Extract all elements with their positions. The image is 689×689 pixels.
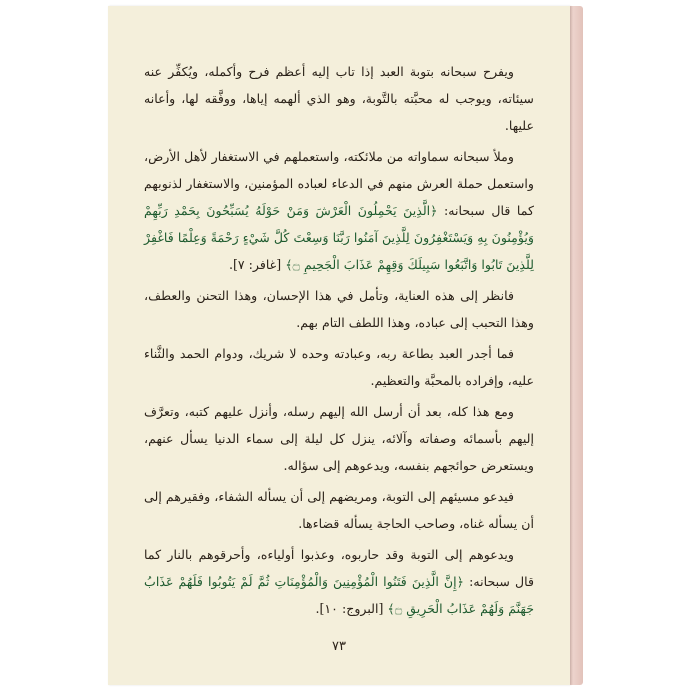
- quran-verse: ﴿إِنَّ الَّذِينَ فَتَنُوا الْمُؤْمِنِينَ وَالْمُؤْمِنَاتِ ثُمَّ لَمْ يَتُوبُوا فَلَهُمْ عَذَابُ جَهَنَّمَ وَلَهُمْ عَذَابُ الْحَرِيقِ ۝﴾: [144, 574, 534, 616]
- paragraph-6: فيدعو مسيئهم إلى التوبة، ومريضهم إلى أن يسأله الشفاء، وفقيرهم إلى أن يسأله غناه، وصاحب الحاجة يسأله قضاءها.: [144, 489, 534, 531]
- book-page: [108, 6, 570, 685]
- verse-reference: [غافر: ٧].: [228, 257, 286, 272]
- paragraph-7: ويدعوهم إلى التوبة وقد حاربوه، وعذبوا أولياءه، وأحرقوهم بالنار كما قال سبحانه: ﴿إِنَّ الَّذِينَ فَتَنُوا الْمُؤْمِنِينَ وَالْمُؤْمِنَاتِ ثُمَّ لَمْ يَتُوبُوا فَلَهُمْ عَذَابُ جَهَنَّمَ وَلَهُمْ عَذَابُ الْحَرِيقِ ۝﴾ [البروج: ١٠].: [144, 547, 534, 616]
- paragraph-3: فانظر إلى هذه العناية، وتأمل في هذا الإحسان، وهذا التحنن والعطف، وهذا التحبب إلى عباده، وهذا اللطف التام بهم.: [144, 288, 534, 330]
- paragraph-5: ومع هذا كله، بعد أن أرسل الله إليهم رسله، وأنزل عليهم كتبه، وتعرَّف إليهم بأسمائه وصفاته وآلائه، ينزل كل ليلة إلى سماء الدنيا يسأل عنهم، ويستعرض حوائجهم بنفسه، ويدعوهم إلى سؤاله.: [144, 404, 534, 473]
- page-body: [144, 58, 534, 626]
- verse-reference: [البروج: ١٠].: [315, 601, 388, 616]
- paragraph-1: ويفرح سبحانه بتوبة العبد إذا تاب إليه أعظم فرح وأكمله، ويُكفِّر عنه سيئاته، ويوجب له محبَّته بالتَّوبة، وهو الذي ألهمه إياها، ووفَّقه لها، وأعانه عليها.: [144, 64, 534, 133]
- paragraph-2: وملأ سبحانه سماواته من ملائكته، واستعملهم في الاستغفار لأهل الأرض، واستعمل حملة العرش منهم في الدعاء لعباده المؤمنين، والاستغفار لذنوبهم كما قال سبحانه: ﴿الَّذِينَ يَحْمِلُونَ الْعَرْشَ وَمَنْ حَوْلَهُ يُسَبِّحُونَ بِحَمْدِ رَبِّهِمْ وَيُؤْمِنُونَ بِهِ وَيَسْتَغْفِرُونَ لِلَّذِينَ آمَنُوا رَبَّنَا وَسِعْتَ كُلَّ شَيْءٍ رَحْمَةً وَعِلْمًا فَاغْفِرْ لِلَّذِينَ تَابُوا وَاتَّبَعُوا سَبِيلَكَ وَقِهِمْ عَذَابَ الْجَحِيمِ ۝﴾ [غافر: ٧].: [144, 149, 535, 272]
- quran-verse: ﴿الَّذِينَ يَحْمِلُونَ الْعَرْشَ وَمَنْ حَوْلَهُ يُسَبِّحُونَ بِحَمْدِ رَبِّهِمْ وَيُؤْمِنُونَ بِهِ وَيَسْتَغْفِرُونَ لِلَّذِينَ آمَنُوا رَبَّنَا وَسِعْتَ كُلَّ شَيْءٍ رَحْمَةً وَعِلْمًا فَاغْفِرْ لِلَّذِينَ تَابُوا وَاتَّبَعُوا سَبِيلَكَ وَقِهِمْ عَذَابَ الْجَحِيمِ ۝﴾: [144, 203, 534, 272]
- paragraph-4: فما أجدر العبد بطاعة ربه، وعبادته وحده لا شريك، ودوام الحمد والثَّناء عليه، وإفراده بالمحبَّة والتعظيم.: [144, 346, 534, 388]
- page-number: ٧٣: [332, 639, 346, 654]
